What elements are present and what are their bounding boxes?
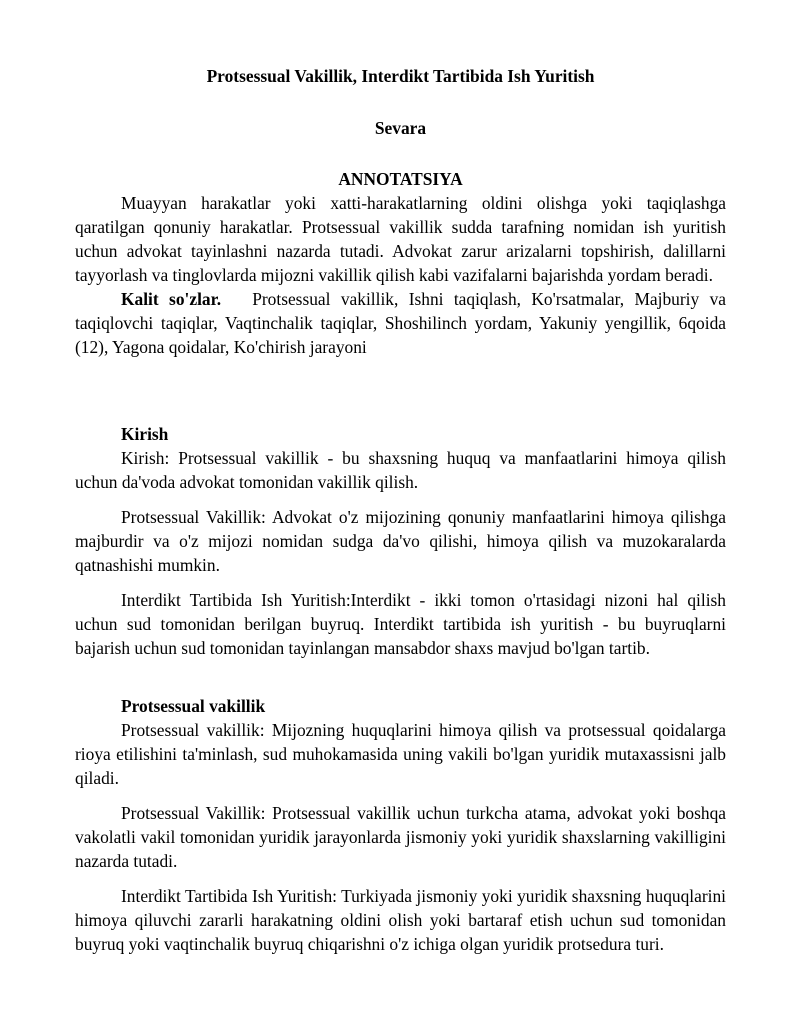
section-paragraph: Protsessual Vakillik: Protsessual vakillik uchun turkcha atama, advokat yoki boshqa vakolatli vakil tomonidan yuridik jarayonlarda jismoniy yoki yuridik shaxslarning vakilligini nazarda tutadi.	[75, 803, 726, 871]
author-name: Sevara	[374, 118, 427, 138]
document-title: Protsessual Vakillik, Interdikt Tartibida Ish Yuritish	[206, 66, 595, 86]
annotation-paragraph: Muayyan harakatlar yoki xatti-harakatlarning oldini olishga yoki taqiqlashga qaratilgan qonuniy harakatlar. Protsessual vakillik sudda tarafning nomidan ish yuritish uchun advokat tayinlashni nazarda tutadi. Advokat zarur arizalarni topshirish, dalillarni tayyorlash va tinglovlarda mijozni vakillik qilish kabi vazifalarni bajarishda yordam beradi.	[75, 193, 726, 285]
section-paragraph: Protsessual vakillik: Mijozning huquqlarini himoya qilish va protsessual qoidalarga rioya etilishini ta'minlash, sud muhokamasida uning vakili bo'lgan yuridik mutaxassisni jalb qiladi.	[75, 720, 726, 788]
section-paragraph: Interdikt Tartibida Ish Yuritish: Turkiyada jismoniy yoki yuridik shaxsning huquqlarini himoya qiluvchi zararli harakatning oldini olish yoki bartaraf etish uchun sud tomonidan buyruq yoki vaqtinchalik buyruq chiqarishni o'z ichiga olgan yuridik protsedura turi.	[75, 886, 726, 954]
keywords-paragraph	[75, 287, 726, 359]
section-paragraph: Protsessual Vakillik: Advokat o'z mijozining qonuniy manfaatlarini himoya qilishga majburdir va o'z mijozi nomidan sudga da'vo qilishi, himoya qilish va muzokaralarda qatnashishi mumkin.	[75, 507, 726, 575]
section-paragraph: Interdikt Tartibida Ish Yuritish:Interdikt - ikki tomon o'rtasidagi nizoni hal qilish uchun sud tomonidan berilgan buyruq. Interdikt tartibida ish yuritish - bu buyruqlarni bajarish uchun sud tomonidan tayinlangan mansabdor shaxs mavjud bo'lgan tartib.	[75, 590, 726, 658]
section-heading-protsessual-vakillik: Protsessual vakillik	[121, 696, 266, 716]
section-paragraph: Kirish: Protsessual vakillik - bu shaxsning huquq va manfaatlarini himoya qilish uchun da'voda advokat tomonidan vakillik qilish.	[75, 448, 726, 492]
keywords-text: Protsessual vakillik, Ishni taqiqlash, Ko'rsatmalar, Majburiy va taqiqlovchi taqiqlar, Vaqtinchalik taqiqlar, Shoshilinch yordam, Yakuniy yengillik, 6qoida (12), Yagona qoidalar, Ko'chirish jarayoni	[75, 289, 726, 357]
document-page	[75, 64, 726, 956]
annotation-heading: ANNOTATSIYA	[338, 169, 463, 189]
keywords-label: Kalit so'zlar.	[121, 289, 222, 309]
section-heading-kirish: Kirish	[121, 424, 169, 444]
